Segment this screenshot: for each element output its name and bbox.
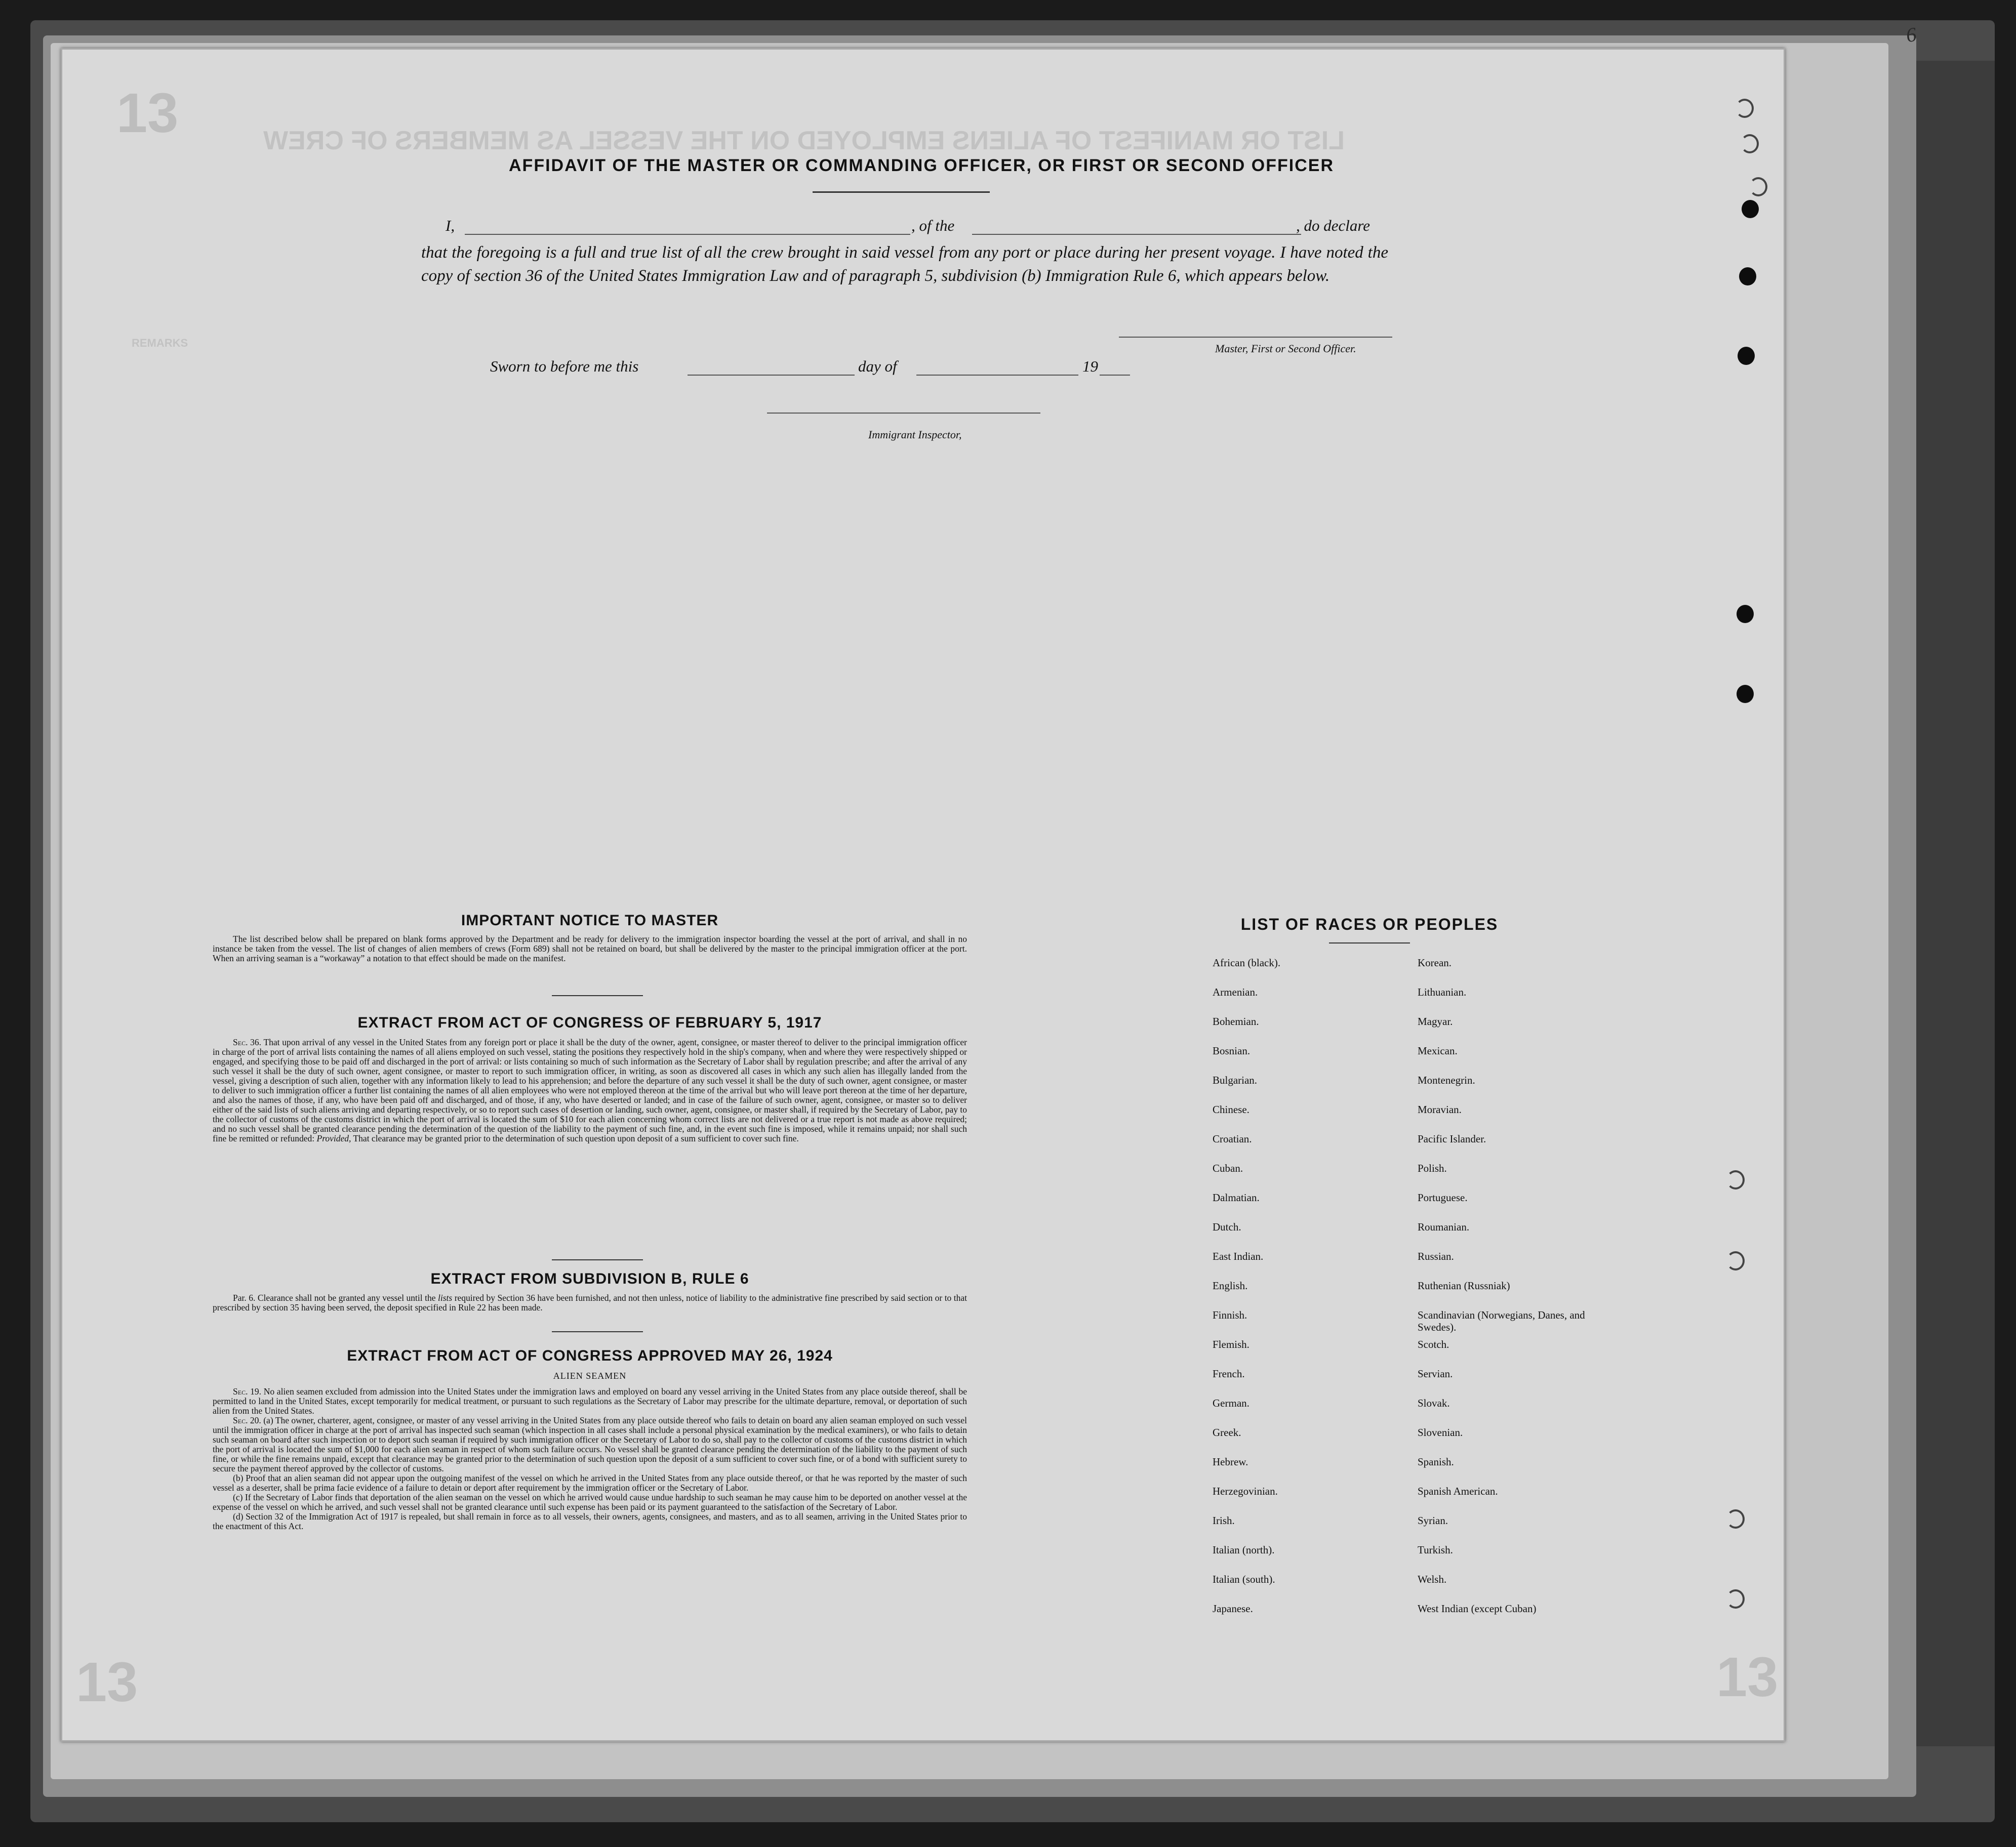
lists-word: lists [437, 1293, 453, 1303]
bleed-sheet-number-bottom: 13 [76, 1651, 138, 1713]
race-item: Turkish. [1418, 1544, 1453, 1556]
race-item: Ruthenian (Russniak) [1418, 1280, 1510, 1292]
binder-ring-hole [1736, 99, 1754, 118]
sec-20-label: Sec. 20. [233, 1415, 261, 1425]
race-item: Dutch. [1213, 1221, 1241, 1233]
rule6-title: EXTRACT FROM SUBDIVISION B, RULE 6 [430, 1270, 749, 1287]
day-blank-line[interactable] [688, 375, 855, 376]
race-item: Magyar. [1418, 1015, 1453, 1028]
race-item: Japanese. [1213, 1603, 1253, 1615]
sec-20d-text: (d) Section 32 of the Immigration Act of 1917 is repealed, but shall remain in force as to all vessels, their owners, agents, consignees, and masters, and as to all seamen, arriving in the United States prior to the enactment of this Act. [213, 1511, 967, 1531]
affidavit-title: AFFIDAVIT OF THE MASTER OR COMMANDING OFFICER, OR FIRST OR SECOND OFFICER [509, 156, 1334, 175]
race-item: German. [1213, 1397, 1249, 1409]
affidavit-i-label: I, [446, 217, 455, 234]
race-item: Russian. [1418, 1250, 1454, 1262]
race-item: Croatian. [1213, 1133, 1252, 1145]
sec-19-label: Sec. 19. [233, 1386, 262, 1397]
race-item: Servian. [1418, 1368, 1453, 1380]
race-item: Slovenian. [1418, 1426, 1463, 1439]
binder-hole [1738, 347, 1755, 365]
race-item: Cuban. [1213, 1162, 1243, 1174]
sec-36-text: That upon arrival of any vessel in the United States from any foreign port or place it shall be the duty of the owner, agent, consignee, or master thereof to deliver to the principal immigration officer in charge of the port of arrival lists containing the names of all aliens employed on such vessel, stating the positions they respectively hold in the ship's company, when and where they were respectively shipped or engaged, and specifying those to be paid off and discharged in the port of arrival: or lists containing so much of such information as the Secretary of Labor shall by regulation prescribe; and after the arrival of any such vessel it shall be the duty of such owner, agent consignee, or master to report to such immigration officer, in writing, as soon as discovered all cases in which any such alien has illegally landed from the vessel, giving a description of such alien, together with any information likely to lead to his apprehension; and before the departure of any such vessel it shall be the duty of such owner, agent consignee, or master to deliver to such immigration officer a further list containing the names of all alien employees who were not employed thereon at the time of the arrival but who will leave port thereon at the time of her departure, and also the names of those, if any, who have been paid off and discharged, and of those, if any, who have deserted or landed; and in case of the failure of such owner, agent, consignee, or master so to deliver either of the said lists of such aliens arriving and departing respectively, or so to report such cases of desertion or landing, such owner, agent, consignee, or master shall, if required by the Secretary of Labor, pay to the collector of customs of the customs district in which the port of arrival is located the sum of $10 for each alien concerning whom correct lists are not delivered or a true report is not made as above required; and no such vessel shall be granted clearance pending the determination of the question of the liability to the payment of such fine, and, in the event such fine is imposed, while it remains unpaid; nor shall such fine be remitted or refunded: [213, 1037, 967, 1143]
binder-ring-hole [1726, 1251, 1745, 1270]
notice-rule [552, 995, 643, 996]
binder-hole [1737, 605, 1754, 623]
alien-seamen-subtitle: ALIEN SEAMEN [553, 1371, 627, 1381]
race-item: Mexican. [1418, 1045, 1458, 1057]
affidavit-of-the: , of the [911, 217, 955, 234]
year-blank-line[interactable] [1100, 375, 1130, 376]
race-item: Spanish American. [1418, 1485, 1498, 1497]
race-item: Chinese. [1213, 1103, 1249, 1116]
bleed-remarks: REMARKS [132, 337, 188, 349]
bleed-header: LIST OR MANIFEST OF ALIENS EMPLOYED ON THE VESSEL AS MEMBERS OF CREW [263, 126, 1345, 155]
race-item: Greek. [1213, 1426, 1241, 1439]
rule6-text-a: Par. 6. Clearance shall not be granted any vessel until the [233, 1293, 436, 1303]
binder-ring-hole [1726, 1170, 1745, 1189]
binder-ring-hole [1749, 177, 1767, 196]
race-item: West Indian (except Cuban) [1418, 1603, 1537, 1615]
race-item: Irish. [1213, 1514, 1235, 1527]
race-item: Bohemian. [1213, 1015, 1259, 1028]
race-item: Armenian. [1213, 986, 1258, 998]
races-title-rule [1329, 942, 1410, 943]
vessel-blank-line[interactable] [972, 234, 1301, 235]
sec-36-text-end: That clearance may be granted prior to the determination of such question upon deposit of a sum sufficient to cover such fine. [353, 1133, 799, 1143]
inspector-signature-line[interactable] [767, 413, 1040, 414]
sec-20c-text: (c) If the Secretary of Labor finds that deportation of the alien seaman on the vessel on which he arrived would cause undue hardship to such seaman he may cause him to be deported on another vessel at the expense of the vessel on which he arrived, and such vessel shall not be granted clearance until such expense has been paid or its payment guaranteed to the satisfaction of the Secretary of Labor. [213, 1492, 967, 1512]
binder-ring-hole [1726, 1589, 1745, 1609]
race-item: Lithuanian. [1418, 986, 1467, 998]
race-item: Dalmatian. [1213, 1192, 1260, 1204]
affidavit-do-declare: , do declare [1296, 217, 1370, 234]
officer-label: Master, First or Second Officer. [1215, 342, 1356, 355]
binder-ring-hole [1726, 1509, 1745, 1529]
race-item: Bosnian. [1213, 1045, 1251, 1057]
race-item: Korean. [1418, 957, 1452, 969]
sec-20b-text: (b) Proof that an alien seaman did not appear upon the outgoing manifest of the vessel on which he arrived in the United States from any place outside thereof, or that he was reported by the master of such vessel as a deserter, shall be prima facie evidence of a failure to detain or deport after requirement by the immigration officer or the Secretary of Labor. [213, 1473, 967, 1493]
officer-signature-line[interactable] [1119, 337, 1392, 338]
sec-20a-text: (a) The owner, charterer, agent, consignee, or master of any vessel arriving in the United States from any place outside thereof who fails to detain on board any alien seaman employed on such vessel until the immigration officer in charge at the port of arrival has inspected such seaman (which inspection in all cases shall include a personal physical examination by the medical examiners), or who fails to detain such seaman on board after such inspection or to deport such seaman if required by such immigration officer or the Secretary of Labor to do so, shall pay to the collector of customs of the customs district in which the port of arrival is located the sum of $1,000 for each alien seaman in respect of whom such failure occurs. No vessel shall be granted clearance pending the determination of the liability to the payment of such fine, or while the fine remains unpaid, except that clearance may be granted prior to the determination of such question upon the deposit of a sum sufficient to cover such fine, or of a bond with sufficient surety to secure the payment thereof approved by the collector of customs. [213, 1415, 967, 1473]
extract-1924-text [213, 1387, 967, 1531]
race-item: Syrian. [1418, 1514, 1448, 1527]
notice-title: IMPORTANT NOTICE TO MASTER [461, 912, 719, 929]
bleed-sheet-number: 13 [116, 82, 179, 144]
races-list-left [1213, 957, 1364, 1632]
binder-hole [1739, 267, 1756, 285]
extract-1917-rule [552, 1259, 643, 1260]
name-blank-line[interactable] [465, 234, 910, 235]
race-item: Scotch. [1418, 1338, 1449, 1350]
race-item: Welsh. [1418, 1573, 1447, 1585]
sec-19-text: No alien seamen excluded from admission into the United States under the immigration laws and employed on board any vessel arriving in the United States from any place outside thereof, shall be permitted to land in the United States, except temporarily for medical treatment, or pursuant to such regulations as the Secretary of Labor may prescribe for the ultimate departure, removal, or deportation of such alien from the United States. [213, 1386, 967, 1416]
provided-word: Provided, [316, 1133, 351, 1143]
notice-paragraph: The list described below shall be prepared on blank forms approved by the Department and be ready for delivery to the immigration inspector boarding the vessel at the port of arrival, and shall in no instance be taken from the vessel. The list of changes of alien members of crews (Form 689) shall not be retained on board, but shall be delivered by the master to the principal immigration officer at the port. When an arriving seaman is a “workaway” a notation to that effect should be made on the manifest. [213, 934, 967, 963]
races-title: LIST OF RACES OR PEOPLES [1240, 915, 1499, 933]
race-item: Portuguese. [1418, 1192, 1468, 1204]
year-prefix: 19 [1082, 357, 1098, 375]
race-item: Polish. [1418, 1162, 1447, 1174]
page-number: 6 [1904, 22, 1918, 47]
rule6-text-b: required by Section 36 have been furnished, and not then unless, notice of liability to the administrative fine prescribed by said section or to that prescribed by section 35 having been served, the deposit specified in Rule 22 has been made. [213, 1293, 967, 1312]
race-item: African (black). [1213, 957, 1281, 969]
extract-1917-title: EXTRACT FROM ACT OF CONGRESS OF FEBRUARY 5, 1917 [357, 1014, 822, 1031]
race-item: Slovak. [1418, 1397, 1450, 1409]
race-item: Italian (south). [1213, 1573, 1275, 1585]
race-item: Montenegrin. [1418, 1074, 1475, 1086]
race-item: East Indian. [1213, 1250, 1264, 1262]
sec-36-label: Sec. 36. [233, 1037, 262, 1047]
affidavit-declaration: that the foregoing is a full and true list of all the crew brought in said vessel from any port or place during her present voyage. I have noted the copy of section 36 of the United States Immigration Law and of paragraph 5, subdivision (b) Immigration Rule 6, which appears below. [421, 243, 1388, 285]
race-item: Spanish. [1418, 1456, 1454, 1468]
race-item: Roumanian. [1418, 1221, 1470, 1233]
inspector-label: Immigrant Inspector, [868, 428, 962, 441]
rule6-rule [552, 1331, 643, 1332]
race-item: Herzegovinian. [1213, 1485, 1278, 1497]
rule6-text [213, 1293, 967, 1312]
race-item: French. [1213, 1368, 1245, 1380]
races-list-right [1418, 957, 1600, 1632]
binder-hole [1737, 685, 1754, 703]
race-item: Pacific Islander. [1418, 1133, 1486, 1145]
race-item: Finnish. [1213, 1309, 1247, 1321]
race-item: Hebrew. [1213, 1456, 1248, 1468]
binder-hole [1742, 200, 1759, 218]
extract-1924-title: EXTRACT FROM ACT OF CONGRESS APPROVED MAY 26, 1924 [347, 1347, 833, 1364]
day-of-label: day of [858, 357, 897, 375]
binder-ring-hole [1741, 134, 1759, 153]
title-rule [813, 191, 990, 193]
race-item: Italian (north). [1213, 1544, 1275, 1556]
race-item: English. [1213, 1280, 1248, 1292]
race-item: Bulgarian. [1213, 1074, 1258, 1086]
notice-text [213, 934, 967, 963]
race-item: Scandinavian (Norwegians, Danes, and Swedes). [1418, 1309, 1585, 1333]
race-item: Flemish. [1213, 1338, 1249, 1350]
sworn-label: Sworn to before me this [490, 357, 639, 375]
extract-1917-text [213, 1038, 967, 1143]
race-item: Moravian. [1418, 1103, 1462, 1116]
month-blank-line[interactable] [916, 375, 1078, 376]
bleed-sheet-number-bottom-right: 13 [1716, 1646, 1779, 1708]
